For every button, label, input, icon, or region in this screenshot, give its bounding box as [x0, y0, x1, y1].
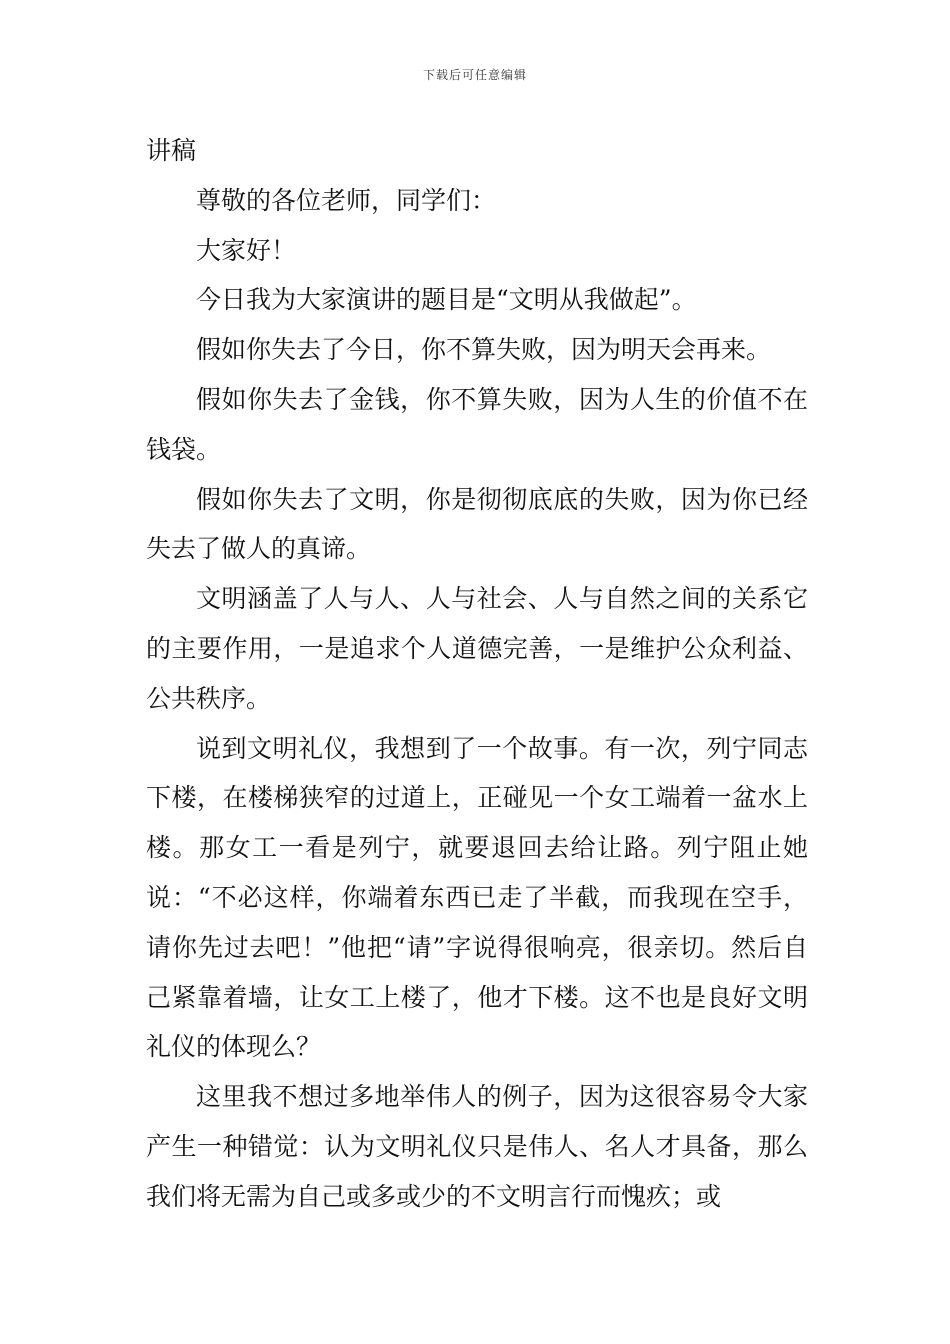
- body-paragraph: 文明涵盖了人与人、人与社会、人与自然之间的关系它的主要作用，一是追求个人道德完善，一是维护公众利益、公共秩序。: [146, 584, 808, 713]
- page-header-note: 下载后可任意编辑: [422, 68, 527, 82]
- body-paragraph: 假如你失去了今日，你不算失败，因为明天会再来。: [196, 335, 772, 365]
- document-title: 讲稿: [146, 136, 197, 165]
- document-body: [146, 126, 808, 1222]
- greeting-paragraph: 大家好！: [196, 235, 297, 265]
- body-paragraph: 假如你失去了金钱，你不算失败，因为人生的价值不在钱袋。: [146, 384, 808, 464]
- salutation-paragraph: 尊敬的各位老师，同学们：: [196, 185, 497, 215]
- body-paragraph: 这里我不想过多地举伟人的例子，因为这很容易令大家产生一种错觉：认为文明礼仪只是伟人、名人才具备，那么我们将无需为自己或多或少的不文明言行而愧疚；或: [146, 1082, 808, 1211]
- body-paragraph: 说到文明礼仪，我想到了一个故事。有一次，列宁同志下楼，在楼梯狭窄的过道上，正碰见一个女工端着一盆水上楼。那女工一看是列宁，就要退回去给让路。列宁阻止她说：“不必这样，你端着东西已走了半截，而我现在空手，请你先过去吧！”他把“请”字说得很响亮，很亲切。然后自己紧靠着墙，让女工上楼了，他才下楼。这不也是良好文明礼仪的体现么？: [146, 733, 808, 1062]
- body-paragraph: 今日我为大家演讲的题目是“文明从我做起”。: [196, 285, 697, 315]
- body-paragraph: 假如你失去了文明，你是彻彻底底的失败，因为你已经失去了做人的真谛。: [146, 484, 808, 564]
